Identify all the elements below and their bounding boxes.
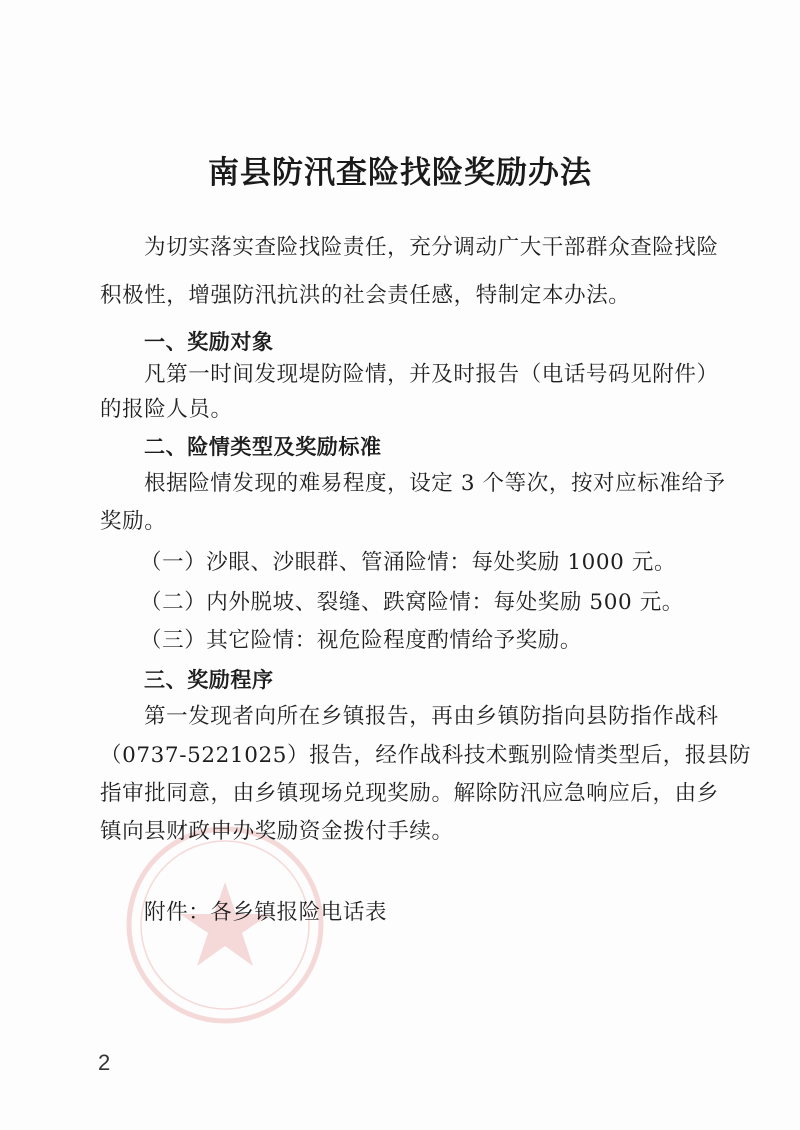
section2-line-2: 奖励。: [100, 509, 167, 534]
section3-line-3: 指审批同意，由乡镇现场兑现奖励。解除防汛应急响应后，由乡: [100, 781, 719, 806]
section2-line-1: 根据险情发现的难易程度，设定 3 个等次，按对应标准给予: [144, 471, 726, 496]
section1-line-1: 凡第一时间发现堤防险情，并及时报告（电话号码见附件）: [144, 362, 719, 387]
section3-line-2: （0737-5221025）报告，经作战科技术甄别险情类型后，报县防: [100, 743, 752, 768]
intro-line-1: 为切实落实查险找险责任，充分调动广大干部群众查险找险: [144, 235, 719, 260]
reward-item-3: （三）其它险情：视危险程度酌情给予奖励。: [140, 628, 583, 653]
section3-line-4: 镇向县财政申办奖励资金拨付手续。: [100, 819, 454, 844]
section-heading-danger-types: 二、险情类型及奖励标准: [144, 435, 382, 459]
reward-item-1: （一）沙眼、沙眼群、管涌险情：每处奖励 1000 元。: [140, 550, 677, 575]
page-number: 2: [98, 1050, 111, 1075]
document-title: 南县防汛查险找险奖励办法: [208, 155, 592, 191]
section-heading-reward-target: 一、奖励对象: [144, 330, 274, 354]
intro-line-2: 积极性，增强防汛抗洪的社会责任感，特制定本办法。: [100, 283, 631, 308]
section3-line-1: 第一发现者向所在乡镇报告，再由乡镇防指向县防指作战科: [144, 704, 719, 729]
attachment-note: 附件：各乡镇报险电话表: [144, 900, 388, 925]
section-heading-reward-procedure: 三、奖励程序: [144, 668, 274, 692]
section1-line-2: 的报险人员。: [100, 397, 233, 422]
reward-item-2: （二）内外脱坡、裂缝、跌窝险情：每处奖励 500 元。: [140, 590, 684, 615]
